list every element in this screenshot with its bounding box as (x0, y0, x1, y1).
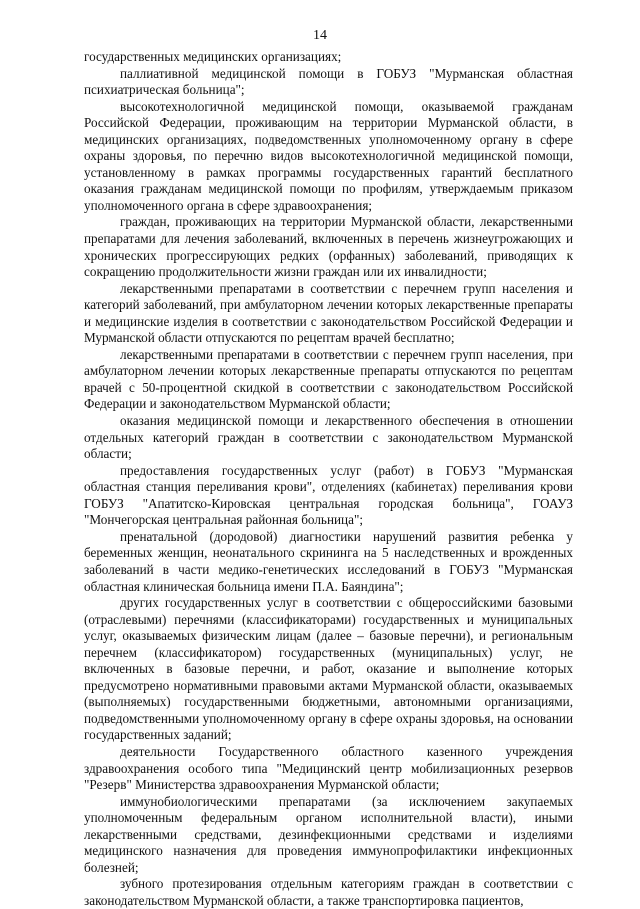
paragraph: лекарственными препаратами в соответствии с перечнем групп населения и категорий заболеваний, при амбулаторном лечении которых лекарственные препараты и медицинские изделия в соответствии с законодательством Российской Федерации и Мурманской области отпускаются по рецептам врачей бесплатно; (84, 280, 573, 346)
paragraph: паллиативной медицинской помощи в ГОБУЗ "Мурманская областная психиатрическая больница"; (84, 65, 573, 98)
paragraph: пренатальной (дородовой) диагностики нарушений развития ребенка у беременных женщин, неонатального скрининга на 5 наследственных и врожденных заболеваний в части медико-генетических исследований в ГОБУЗ "Мурманская областная клиническая больница имени П.А. Баяндина"; (84, 528, 573, 594)
paragraph: деятельности Государственного областного казенного учреждения здравоохранения особого типа "Медицинский центр мобилизационных резервов "Резерв" Министерства здравоохранения Мурманской области; (84, 743, 573, 793)
paragraph: граждан, проживающих на территории Мурманской области, лекарственными препаратами для лечения заболеваний, включенных в перечень жизнеугрожающих и хронических прогрессирующих редких (орфанных) заболеваний, приводящих к сокращению продолжительности жизни граждан или их инвалидности; (84, 214, 573, 280)
document-body (84, 49, 573, 909)
paragraph: зубного протезирования отдельным категориям граждан в соответствии с законодательством Мурманской области, а также транспортировка пациентов, (84, 876, 573, 908)
paragraph: других государственных услуг в соответствии с общероссийскими базовыми (отраслевыми) перечнями (классификаторами) государственных и муниципальных услуг, оказываемых физическим лицам (далее – базовые перечни), и региональным перечнем (классификатором) государственных (муниципальных) услуг, не включенных в базовые перечни, и работ, оказание и выполнение которых предусмотрено нормативными правовыми актами Мурманской области, оказываемых (выполняемых) государственными бюджетными, автономными организациями, подведомственными уполномоченному органу в сфере охраны здоровья, на основании государственных заданий; (84, 595, 573, 743)
paragraph: оказания медицинской помощи и лекарственного обеспечения в отношении отдельных категорий граждан в соответствии с законодательством Мурманской области; (84, 413, 573, 462)
paragraph: предоставления государственных услуг (работ) в ГОБУЗ "Мурманская областная станция переливания крови", отделениях (кабинетах) переливания крови ГОБУЗ "Апатитско-Кировская центральная городская больница", ГОАУЗ "Мончегорская центральная районная больница"; (84, 462, 573, 528)
paragraph: высокотехнологичной медицинской помощи, оказываемой гражданам Российской Федерации, проживающим на территории Мурманской области, в медицинских организациях, подведомственных уполномоченному органу в сфере охраны здоровья, по перечню видов высокотехнологичной медицинской помощи, установленному в рамках программы государственных гарантий бесплатного оказания гражданам медицинской помощи по профилям, утверждаемым приказом уполномоченного органа в сфере здравоохранения; (84, 98, 573, 213)
paragraph: иммунобиологическими препаратами (за исключением закупаемых уполномоченным федеральным органом исполнительной власти), иными лекарственными средствами, дезинфекционными средствами и изделиями медицинского назначения для проведения иммунопрофилактики инфекционных болезней; (84, 793, 573, 875)
paragraph: государственных медицинских организациях; (84, 49, 342, 64)
page-number: 14 (313, 28, 327, 43)
paragraph: лекарственными препаратами в соответствии с перечнем групп населения, при амбулаторном лечении которых лекарственные препараты отпускаются по рецептам врачей с 50-процентной скидкой в соответствии с законодательством Российской Федерации и законодательством Мурманской области; (84, 346, 573, 412)
